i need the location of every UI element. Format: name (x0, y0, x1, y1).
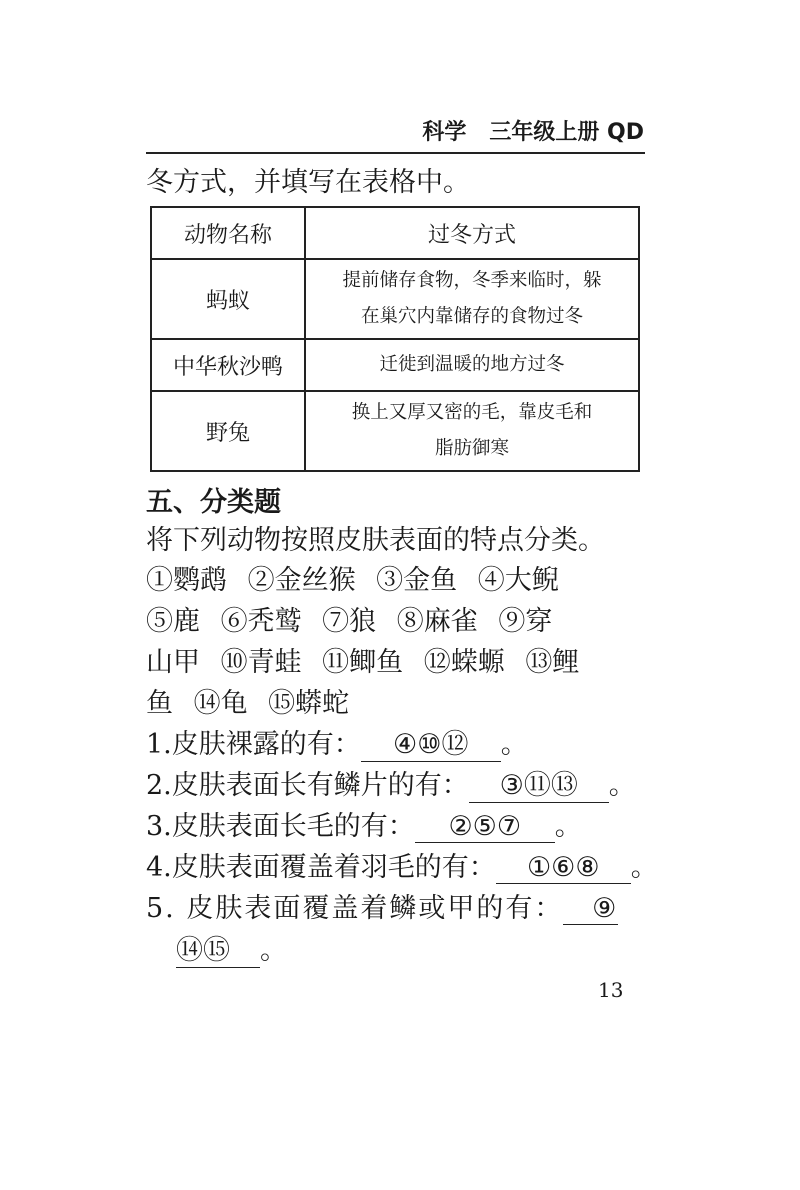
question-5-cont (176, 928, 287, 968)
question-end: 。 (260, 935, 287, 966)
question-prompt: 2.皮肤表面长有鳞片的有： (146, 770, 469, 801)
question-prompt: 3.皮肤表面长毛的有： (146, 811, 415, 842)
question-end: 。 (630, 852, 658, 883)
method-line: 脂肪御寒 (434, 438, 509, 459)
table-cell-name: 蚂蚁 (151, 259, 305, 339)
table-cell-name: 中华秋沙鸭 (151, 339, 305, 391)
answer-blank: ②⑤⑦ (415, 811, 555, 843)
animal-line: 鱼 ⑭龟 ⑮蟒蛇 (146, 688, 350, 719)
header-grade: 三年级上册 QD (489, 120, 644, 145)
overwinter-table (150, 206, 640, 472)
method-line: 在巢穴内靠储存的食物过冬 (360, 306, 583, 327)
question-4 (146, 845, 658, 884)
question-end: 。 (554, 811, 582, 842)
section-title: 五、分类题 (146, 487, 281, 518)
table-row (151, 391, 639, 471)
question-prompt: 4.皮肤表面覆盖着羽毛的有： (146, 852, 496, 883)
table-row (151, 259, 639, 339)
question-3 (146, 804, 582, 843)
intro-line: 冬方式，并填写在表格中。 (146, 167, 470, 198)
method-line: 换上又厚又密的毛，靠皮毛和 (351, 402, 593, 423)
question-2 (146, 763, 636, 803)
table-cell-method (305, 259, 639, 339)
table-cell-method (305, 339, 639, 391)
animal-line: 山甲 ⑩青蛙 ⑪鲫鱼 ⑫蝾螈 ⑬鲤 (146, 647, 580, 678)
answer-blank: ③⑪⑬ (469, 763, 609, 803)
table-row (151, 339, 639, 391)
question-end: 。 (500, 729, 528, 760)
header-rule (146, 152, 645, 154)
page-number: 13 (598, 978, 624, 1002)
instruction: 将下列动物按照皮肤表面的特点分类。 (146, 525, 605, 556)
table-header-name: 动物名称 (151, 207, 305, 259)
question-1 (146, 722, 528, 762)
question-prompt: 1.皮肤裸露的有： (146, 729, 361, 760)
question-5 (146, 886, 618, 925)
table-header-method: 过冬方式 (305, 207, 639, 259)
question-end: 。 (608, 770, 636, 801)
method-line: 提前储存食物，冬季来临时，躲 (342, 270, 602, 291)
method-line: 迁徙到温暖的地方过冬 (379, 354, 565, 375)
table-cell-method (305, 391, 639, 471)
table-header-row (151, 207, 639, 259)
answer-blank: ①⑥⑧ (496, 852, 631, 884)
page-header (398, 115, 644, 146)
animal-line: ⑤鹿 ⑥秃鹫 ⑦狼 ⑧麻雀 ⑨穿 (146, 606, 553, 637)
header-subject: 科学 (422, 120, 467, 145)
table-cell-name: 野兔 (151, 391, 305, 471)
answer-blank: ⑨ (563, 893, 618, 925)
question-prompt: 5. 皮肤表面覆盖着鳞或甲的有： (146, 893, 564, 924)
animal-line: ①鹦鹉 ②金丝猴 ③金鱼 ④大鲵 (146, 565, 559, 596)
answer-blank: ⑭⑮ (176, 928, 260, 968)
answer-blank: ④⑩⑫ (361, 722, 501, 762)
